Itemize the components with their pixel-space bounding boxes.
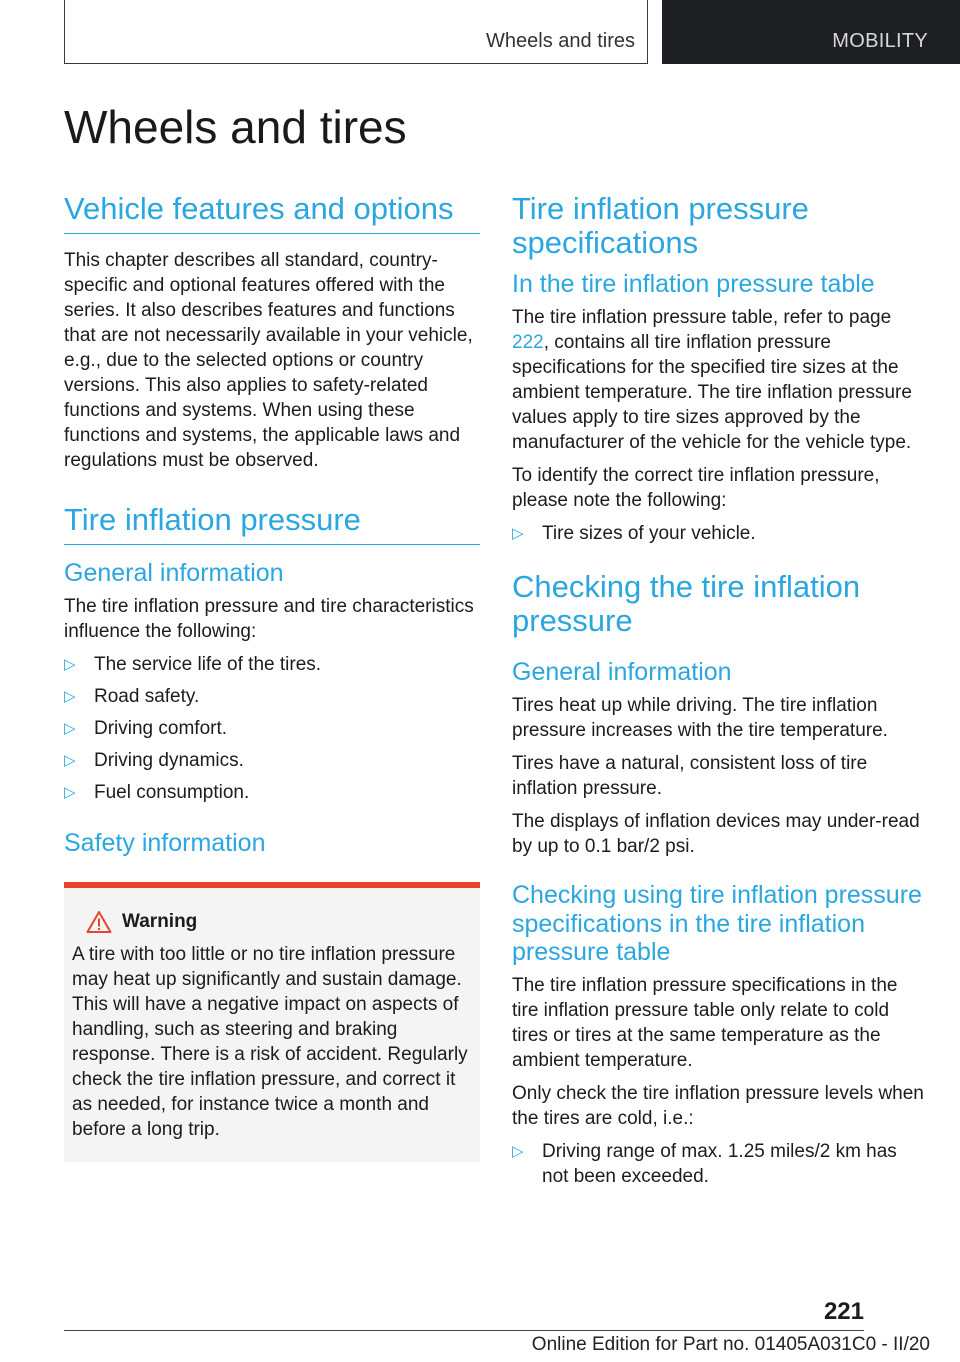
bullet-triangle-icon: ▷ bbox=[64, 751, 76, 769]
right-column bbox=[512, 192, 928, 1196]
header-chapter-title: MOBILITY bbox=[832, 30, 928, 52]
list-item: ▷ Fuel consumption. bbox=[64, 781, 250, 803]
identify-list bbox=[512, 521, 928, 546]
using-text-1: The tire inflation pressure specifications in the tire inflation pressure table only relate to cold tires or tires at the same temperature as the ambient temperature. bbox=[512, 975, 898, 1072]
general-text-2: Tires have a natural, consistent loss of tire inflation pressure. bbox=[512, 752, 868, 799]
general-text-1: Tires heat up while driving. The tire inflation pressure increases with the tire temperature. bbox=[512, 694, 888, 741]
list-item: ▷ Tire sizes of your vehicle. bbox=[512, 522, 756, 544]
heading-tire-inflation-pressure: Tire inflation pressure bbox=[64, 503, 480, 545]
heading-in-pressure-table: In the tire inflation pressure table bbox=[512, 270, 875, 299]
list-item: ▷ The service life of the tires. bbox=[64, 653, 322, 675]
heading-safety-information: Safety information bbox=[64, 828, 266, 857]
heading-checking-using-specs: Checking using tire inflation pressure specifications in the tire inflation pressure table bbox=[512, 880, 922, 967]
influence-list bbox=[64, 652, 480, 805]
bullet-triangle-icon: ▷ bbox=[64, 719, 76, 737]
footer-edition: Online Edition for Part no. 01405A031C0 - II/20 bbox=[531, 1334, 930, 1355]
header-section-box bbox=[64, 0, 648, 64]
warning-box bbox=[64, 882, 480, 1162]
page-reference-link[interactable]: 222 bbox=[512, 331, 544, 353]
footer-divider bbox=[64, 1330, 864, 1331]
list-item: ▷ Road safety. bbox=[64, 685, 200, 707]
list-item: ▷ Driving range of max. 1.25 miles/2 km has not been exceeded. bbox=[512, 1141, 897, 1188]
bullet-triangle-icon: ▷ bbox=[64, 783, 76, 801]
general-text-3: The displays of inflation devices may under-read by up to 0.1 bar/2 psi. bbox=[512, 810, 920, 857]
identify-text: To identify the correct tire inflation pressure, please note the following: bbox=[512, 464, 880, 511]
bullet-triangle-icon: ▷ bbox=[64, 687, 76, 705]
list-item: ▷ Driving comfort. bbox=[64, 717, 228, 739]
bullet-triangle-icon: ▷ bbox=[64, 655, 76, 673]
using-text-2: Only check the tire inflation pressure levels when the tires are cold, i.e.: bbox=[512, 1083, 924, 1130]
warning-triangle-icon bbox=[86, 910, 112, 934]
left-column bbox=[64, 192, 480, 1162]
using-list bbox=[512, 1139, 928, 1189]
header-section-title: Wheels and tires bbox=[486, 30, 635, 52]
warning-text: A tire with too little or no tire inflation pressure may heat up significantly and sustain damage. This will have a negative impact on aspects of handling, such as steering and braking response. There is a risk of accident. Regularly check the tire inflation pressure, and correct it as needed, for instance twice a month and before a long trip. bbox=[72, 943, 468, 1140]
heading-vehicle-features: Vehicle features and options bbox=[64, 192, 480, 234]
bullet-triangle-icon: ▷ bbox=[512, 524, 524, 542]
heading-general-information-right: General information bbox=[512, 658, 732, 687]
warning-header bbox=[86, 910, 468, 934]
pressure-table-text: The tire inflation pressure table, refer to page 222, contains all tire inflation pressure specifications for the specified tire sizes at the ambient temperature. The tire inflation pressure values apply to tire sizes approved by the manufacturer of the vehicle for the vehicle type. bbox=[512, 306, 912, 453]
bullet-triangle-icon: ▷ bbox=[512, 1143, 524, 1161]
page-title: Wheels and tires bbox=[64, 101, 407, 153]
heading-pressure-specifications: Tire inflation pressure specifications bbox=[512, 191, 809, 261]
header-chapter-box bbox=[662, 0, 960, 64]
page-number: 221 bbox=[823, 1298, 864, 1325]
general-information-text: The tire inflation pressure and tire characteristics influence the following: bbox=[64, 595, 474, 642]
warning-title: Warning bbox=[122, 910, 198, 932]
vehicle-features-text: This chapter describes all standard, country-specific and optional features offered with the series. It also describes features and functions that are not necessarily available in your vehicle, e.g., due to the selected options or country versions. This also applies to safety-related functions and systems. When using these functions and systems, the applicable laws and regulations must be observed. bbox=[64, 250, 473, 472]
heading-general-information: General information bbox=[64, 559, 284, 588]
list-item: ▷ Driving dynamics. bbox=[64, 749, 244, 771]
heading-checking-pressure: Checking the tire inflation pressure bbox=[512, 568, 861, 639]
